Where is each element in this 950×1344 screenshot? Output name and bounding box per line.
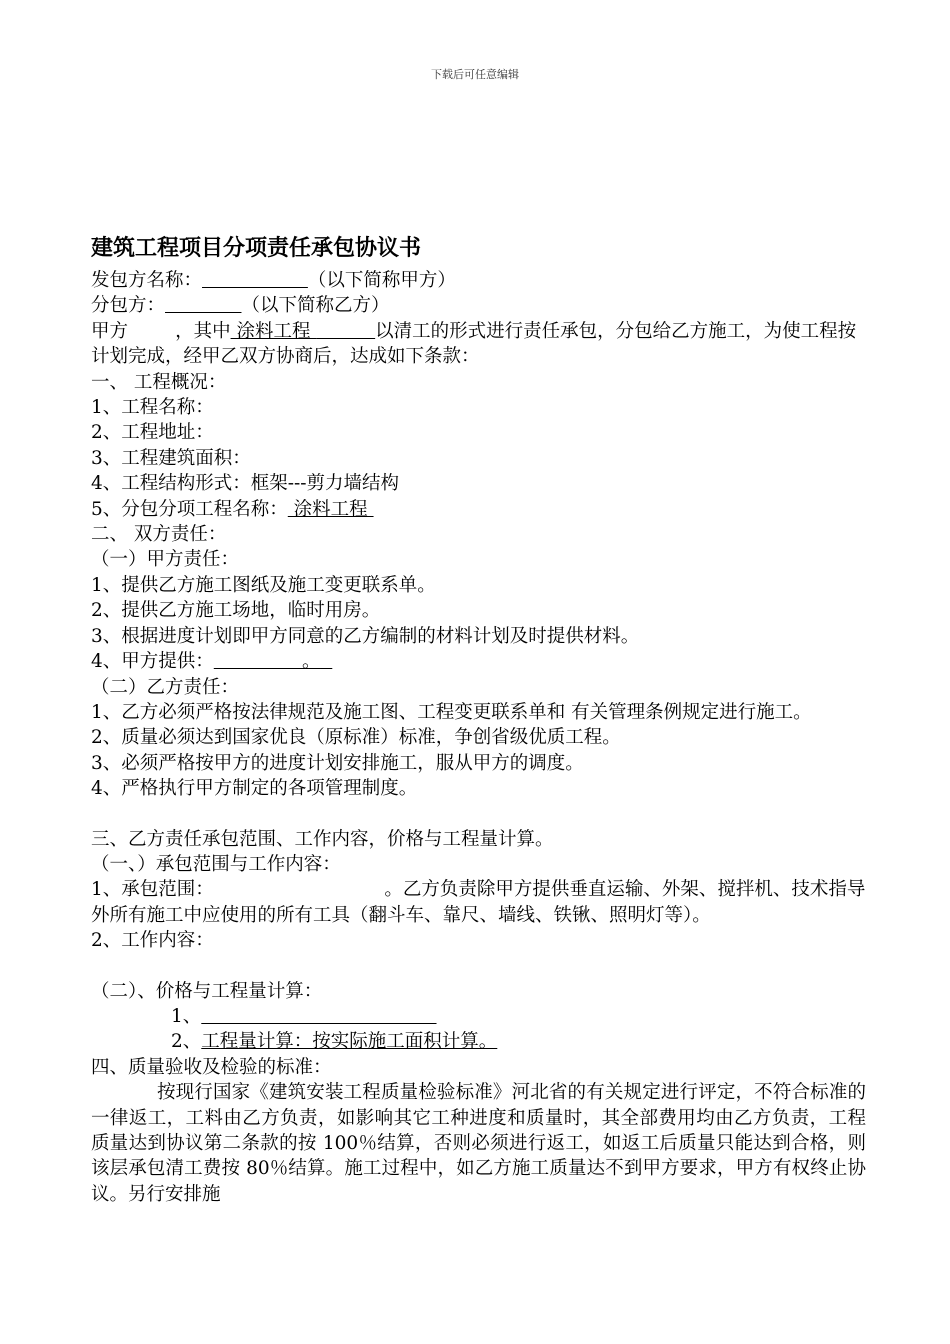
s2-b-item-2: 2、质量必须达到国家优良（原标准）标准，争创省级优质工程。 <box>91 727 621 749</box>
s2-b-heading: （二）乙方责任： <box>91 676 240 698</box>
party-a-line <box>91 268 866 293</box>
intro-part-3: 以清工的形式进行责任承包，分包给乙方施工，为使工程按计划完成，经甲乙双方协商后，达成如下条款： <box>91 320 857 368</box>
s4-heading: 四、质量验收及检验的标准： <box>91 1056 332 1078</box>
s2-b-item-3: 3、必须严格按甲方的进度计划安排施工，服从甲方的调度。 <box>91 752 584 774</box>
s3-a-heading: （一、）承包范围与工作内容： <box>91 853 341 875</box>
s3-b-heading: （二）、价格与工程量计算： <box>91 980 323 1002</box>
spacer <box>91 802 866 827</box>
s1-item-1: 1、工程名称： <box>91 397 214 419</box>
s2-a-item-3: 3、根据进度计划即甲方同意的乙方编制的材料计划及时提供材料。 <box>91 625 640 647</box>
s1-item-3: 3、工程建筑面积： <box>91 447 251 469</box>
party-b-blank <box>165 295 241 316</box>
intro-part-2: ，其中 <box>175 320 231 342</box>
party-b-suffix: （以下简称乙方） <box>241 295 390 317</box>
s4-paragraph: 按现行国家《建筑安装工程质量检验标准》河北省的有关规定进行评定，不符合标准的一律返工，工料由乙方负责，如影响其它工种进度和质量时，其全部费用均由乙方负责，工程质量达到协议第二条款的按 100％结算，否则必须进行返工，如返工后质量只能达到合格，则该层承包清工费按 80％结算。施工过程中，如乙方施工质量达不到甲方要求，甲方有权终止协议。另行安排施 <box>91 1082 866 1205</box>
document-title: 建筑工程项目分项责任承包协议书 <box>91 236 422 261</box>
s2-a-item-1: 1、提供乙方施工图纸及施工变更联系单。 <box>91 574 436 596</box>
s3-a-item-1-label: 1、承包范围： <box>91 879 214 901</box>
intro-part-1: 甲方 <box>91 320 129 342</box>
s3-b-item-2 <box>91 1029 866 1054</box>
s3-a-item-1-text: 。乙方负责除甲方提供垂直运输、外架、搅拌机、技术指导外所有施工中应使用的所有工具（翻斗车、靠尺、墙线、铁锹、照明灯等）。 <box>91 879 866 926</box>
s1-item-2: 2、工程地址： <box>91 422 214 444</box>
s2-a-item-4 <box>91 649 866 674</box>
spacer <box>91 954 866 979</box>
s1-item-4: 4、工程结构形式：框架---剪力墙结构 <box>91 473 400 495</box>
s2-b-item-1: 1、乙方必须严格按法律规范及施工图、工程变更联系单和 有关管理条例规定进行施工。 <box>91 701 812 723</box>
party-b-label: 分包方： <box>91 295 166 317</box>
intro-paragraph <box>91 319 866 370</box>
s2-a-item-2: 2、提供乙方施工场地，临时用房。 <box>91 600 381 622</box>
s1-heading: 一、 工程概况： <box>91 371 227 393</box>
party-b-line <box>91 293 866 318</box>
s2-a-item-4-label: 4、甲方提供： <box>91 651 214 673</box>
s2-a-item-4-blank: 。 <box>302 651 321 673</box>
s2-b-item-4: 4、严格执行甲方制定的各项管理制度。 <box>91 778 418 800</box>
document-body <box>91 232 866 1207</box>
s2-a-heading: （一）甲方责任： <box>91 549 240 571</box>
party-a-label: 发包方名称： <box>91 270 203 291</box>
header-note: 下载后可任意编辑 <box>431 68 519 81</box>
s1-item-5-value: 涂料工程 <box>287 498 374 520</box>
s1-item-5 <box>91 497 866 522</box>
s3-b-item-2-label: 2、 <box>171 1031 202 1053</box>
party-a-suffix: （以下简称甲方） <box>307 270 456 291</box>
s3-a-item-1 <box>91 877 866 928</box>
s1-item-5-label: 5、分包分项工程名称： <box>91 498 288 520</box>
party-a-blank <box>202 270 308 291</box>
s3-b-item-1-blank <box>201 1006 436 1027</box>
s3-heading: 三、乙方责任承包范围、工作内容，价格与工程量计算。 <box>91 828 554 850</box>
s3-b-item-2-value: 工程量计算：按实际施工面积计算。 <box>201 1031 498 1053</box>
s3-a-item-2: 2、工作内容： <box>91 930 214 952</box>
s3-b-item-1-label: 1、 <box>171 1005 202 1027</box>
s2-heading: 二、 双方责任： <box>91 524 227 546</box>
s3-b-item-1 <box>91 1004 866 1029</box>
intro-underlined: 涂料工程 <box>230 320 317 342</box>
